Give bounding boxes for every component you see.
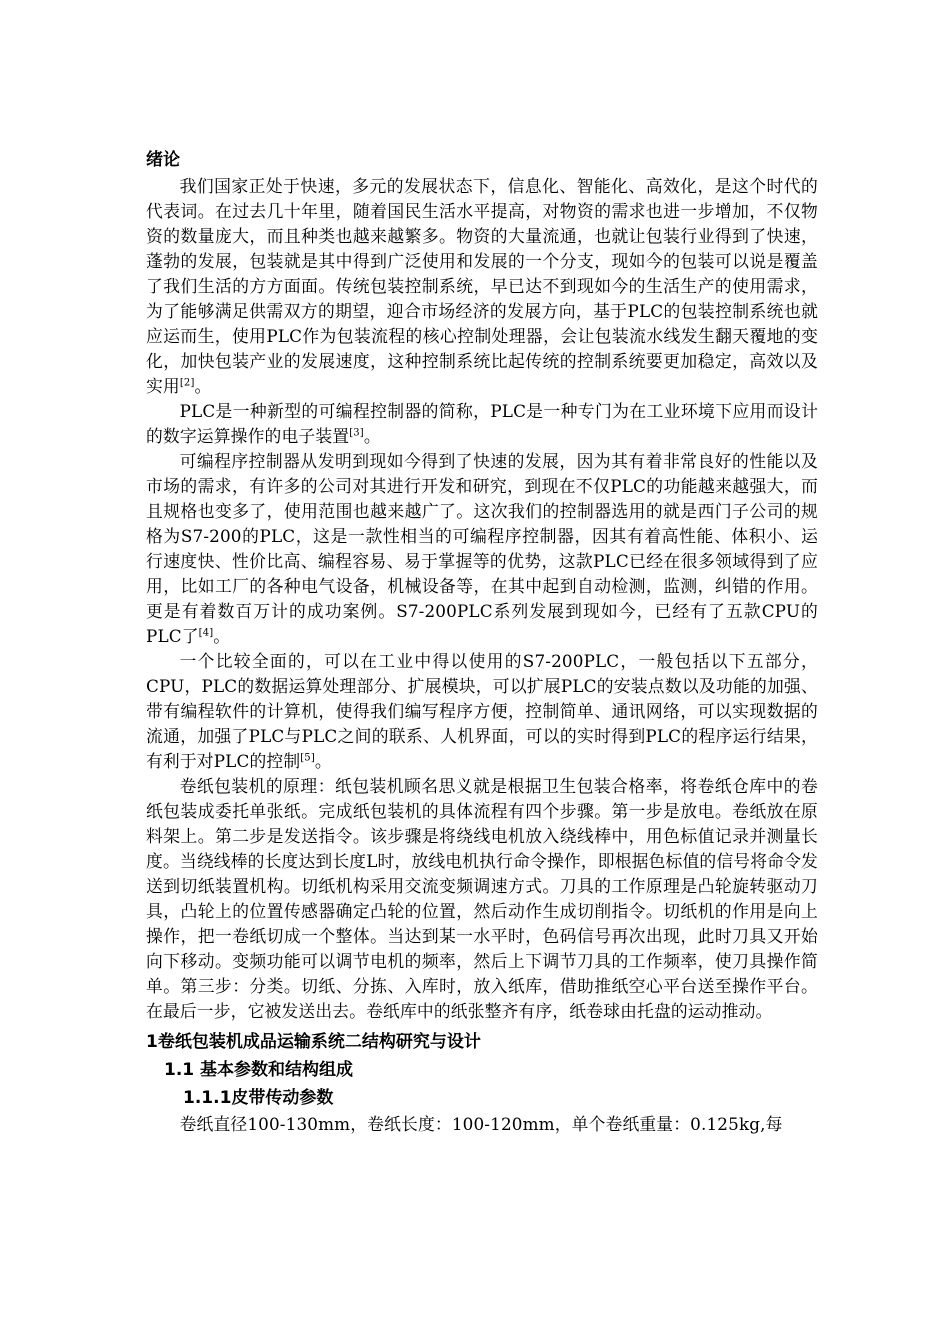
paragraph-tail: 。 (194, 376, 212, 396)
paragraph-tail: 。 (314, 751, 332, 771)
section-1-1-heading: 1.1 基本参数和结构组成 (164, 1060, 354, 1080)
paragraph-text: 卷纸包装机的原理：纸包装机顾名思义就是根据卫生包装合格率，将卷纸仓库中的卷纸包装成委托单张纸。完成纸包装机的具体流程有四个步骤。第一步是放电。卷纸放在原料架上。第二步是发送指令。该步骤是将绕线电机放入绕线棒中，用色标值记录并测量长度。当绕线棒的长度达到长度L时，放线电机执行命令操作，即根据色标值的信号将命令发送到切纸装置机构。切纸机构采用交流变频调速方式。刀具的工作原理是凸轮旋转驱动刀具，凸轮上的位置传感器确定凸轮的位置，然后动作生成切削指令。切纸机的作用是向上操作，把一卷纸切成一个整体。当达到某一水平时，色码信号再次出现，此时刀具又开始向下移动。变频功能可以调节电机的频率，然后上下调节刀具的工作频率，使刀具操作简单。第三步：分类。切纸、分拣、入库时，放入纸库，借助推纸空心平台送至操作平台。在最后一步，它被发送出去。卷纸库中的纸张整齐有序，纸卷球由托盘的运动推动。 (146, 776, 818, 1021)
intro-paragraph-5 (146, 774, 818, 1024)
chapter-1-heading: 1卷纸包装机成品运输系统二结构研究与设计 (146, 1032, 481, 1052)
intro-paragraph-2 (146, 399, 818, 449)
citation: [5] (300, 752, 315, 764)
citation: [2] (179, 377, 195, 389)
paragraph-tail: 。 (363, 426, 381, 446)
paragraph-text: 我们国家正处于快速，多元的发展状态下，信息化、智能化、高效化，是这个时代的代表词。在过去几十年里，随着国民生活水平提高，对物资的需求也进一步增加，不仅物资的数量庞大，而且种类也越来越繁多。物资的大量流通，也就让包装行业得到了快速，蓬勃的发展，包装就是其中得到广泛使用和发展的一个分支，现如今的包装可以说是覆盖了我们生活的方方面面。传统包装控制系统，早已达不到现如今的生活生产的使用需求，为了能够满足供需双方的期望，迎合市场经济的发展方向，基于PLC的包装控制系统也就应运而生，使用PLC作为包装流程的核心控制处理器，会让包装流水线发生翻天覆地的变化，加快包装产业的发展速度，这种控制系统比起传统的控制系统要更加稳定，高效以及实用 (146, 176, 818, 396)
intro-heading: 绪论 (146, 150, 180, 170)
section-1-1-1-heading: 1.1.1皮带传动参数 (183, 1088, 334, 1108)
paragraph-text: 可编程序控制器从发明到现如今得到了快速的发展，因为其有着非常良好的性能以及市场的需求，有许多的公司对其进行开发和研究，到现在不仅PLC的功能越来越强大，而且规格也变多了，使用范围也越来越广了。这次我们的控制器选用的就是西门子公司的规格为S7-200的PLC，这是一款性相当的可编程序控制器，因其有着高性能、体积小、运行速度快、性价比高、编程容易、易于掌握等的优势，这款PLC已经在很多领域得到了应用，比如工厂的各种电气设备，机械设备等，在其中起到自动检测，监测，纠错的作用。更是有着数百万计的成功案例。S7-200PLC系列发展到现如今，已经有了五款CPU的PLC了 (146, 451, 818, 646)
paragraph-text: PLC是一种新型的可编程控制器的简称，PLC是一种专门为在工业环境下应用而设计的数字运算操作的电子装置 (146, 401, 818, 446)
section-1-1-1-paragraph: 卷纸直径100-130mm，卷纸长度：100-120mm，单个卷纸重量：0.125kg,每 (179, 1114, 783, 1134)
paragraph-text: 一个比较全面的，可以在工业中得以使用的S7-200PLC，一般包括以下五部分，CPU，PLC的数据运算处理部分、扩展模块，可以扩展PLC的安装点数以及功能的加强、带有编程软件的计算机，使得我们编写程序方便，控制简单、通讯网络，可以实现数据的流通，加强了PLC与PLC之间的联系、人机界面，可以的实时得到PLC的程序运行结果，有利于对PLC的控制 (146, 651, 818, 771)
page-content (146, 146, 818, 1137)
intro-paragraph-4 (146, 649, 818, 774)
citation: [4] (198, 627, 214, 639)
citation: [3] (349, 427, 364, 439)
paragraph-tail: 。 (213, 626, 231, 646)
intro-paragraph-1 (146, 174, 818, 399)
intro-paragraph-3 (146, 449, 818, 649)
